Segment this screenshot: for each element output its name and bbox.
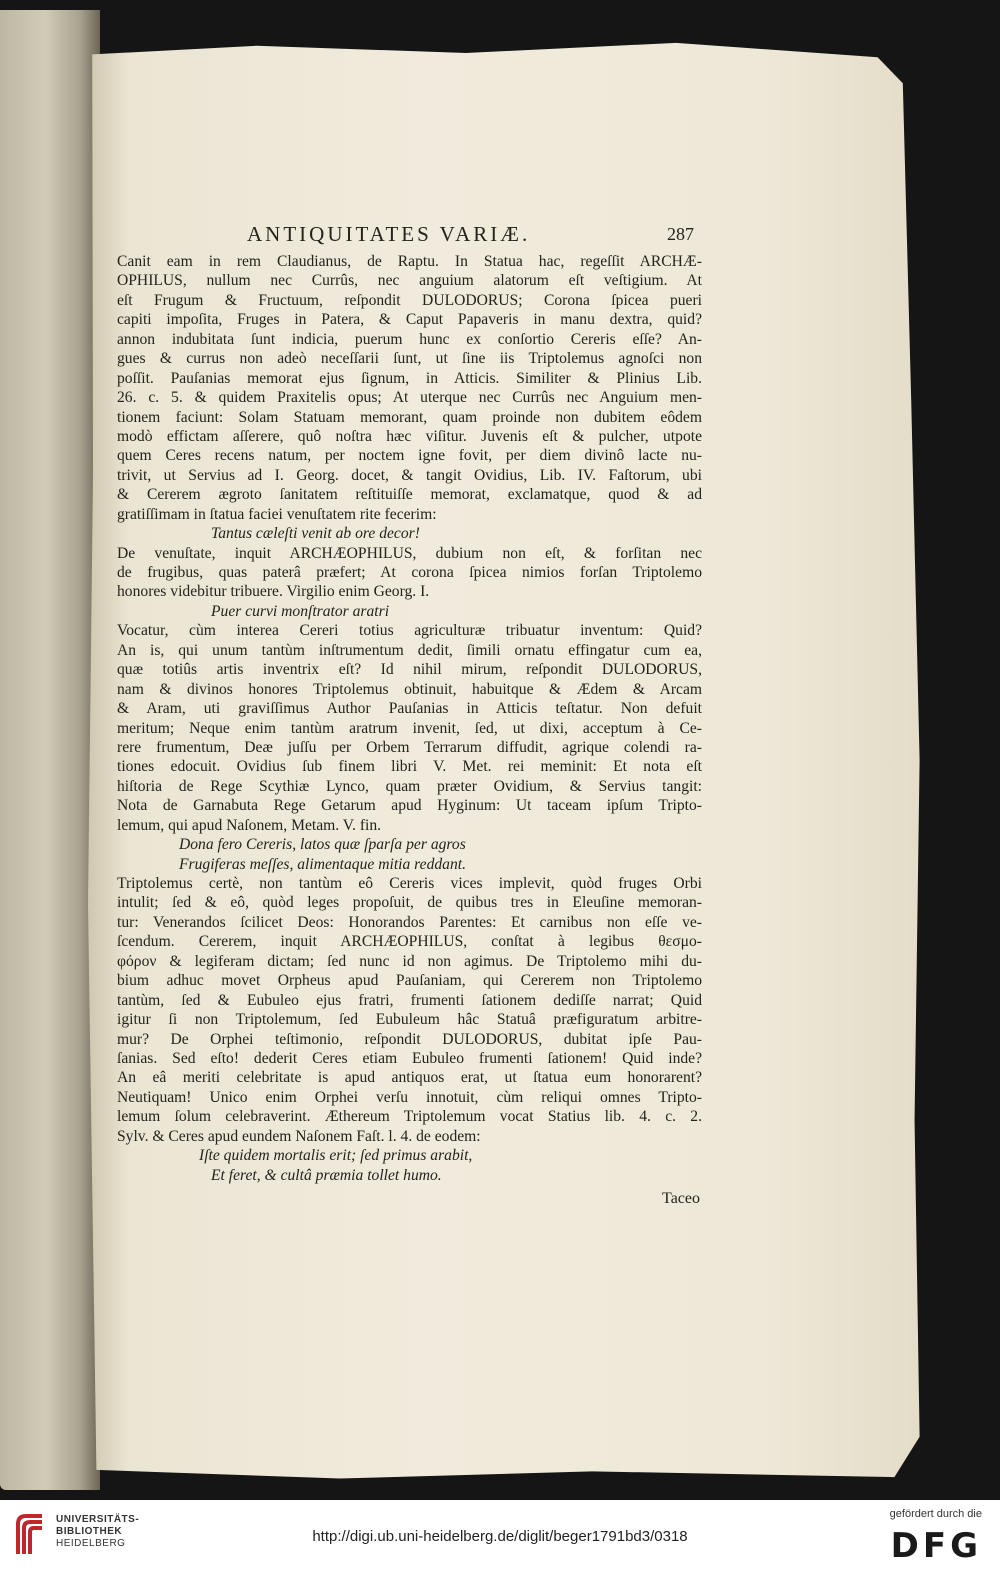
text-line: capiti impoſita, Fruges in Patera, & Caput Papaveris in manu dextra, quid?: [117, 311, 702, 329]
text-line: honores videbitur tribuere. Virgilio enim Georg. I.: [117, 583, 430, 601]
text-line: rere frumentum, Deæ juſſu per Orbem Terrarum diffudit, agrique colendi ra-: [117, 738, 702, 756]
text-line: Frugiferas meſſes, alimentaque mitia reddant.: [179, 855, 467, 873]
text-line: quem Ceres recens natum, per noctem igne fovit, per diem divinô lacte nu-: [117, 447, 702, 465]
university-name-line1: UNIVERSITÄTS-: [56, 1514, 140, 1525]
text-line: tur: Venerandos ſcilicet Deos: Honorandos Parentes: Et carnibus non eſſe ve-: [117, 913, 702, 931]
text-line: Et feret, & cultâ præmia tollet humo.: [211, 1166, 442, 1184]
text-line: Vocatur, cùm interea Cereri totius agriculturæ tribuatur inventum: Quid?: [117, 622, 702, 640]
text-line: Iſte quidem mortalis erit; ſed primus arabit,: [199, 1147, 473, 1165]
text-line: bium adhuc movet Orpheus apud Pauſaniam, qui Cererem non Triptolemo: [117, 972, 702, 990]
dfg-logo[interactable]: DFG: [890, 1526, 982, 1566]
text-line: quæ totiûs artis inventrix eſt? Id nihil mirum, reſpondit DULODORUS,: [117, 661, 702, 679]
text-line: Canit eam in rem Claudianus, de Raptu. In Statua hac, regeſſit ARCHÆ-: [117, 253, 702, 270]
text-line: intulit; ſed & eô, quòd leges propoſuit, de quibus tres in Eleuſine memoran-: [117, 894, 702, 912]
text-line: An eâ meriti celebritate is apud antiquos erat, ut ſtatua eum honorarent?: [117, 1069, 702, 1087]
text-line: tantùm, ſed & Eubuleo ejus fratri, frumenti ſationem dediſſe narrat; Quid: [117, 991, 702, 1009]
university-name-line3: HEIDELBERG: [56, 1538, 126, 1549]
text-line: De venuſtate, inquit ARCHÆOPHILUS, dubium non eſt, & forſitan nec: [117, 544, 702, 562]
text-line: trivit, ut Servius ad I. Georg. docet, & tangit Ovidius, Lib. IV. Faſtorum, ubi: [117, 466, 702, 484]
text-line: Triptolemus certè, non tantùm eô Cereris vices implevit, quòd fruges Orbi: [117, 875, 702, 892]
text-line: modò effictam aſſerere, quô noſtra hæc viſitur. Juvenis eſt & pulcher, utpote: [117, 427, 702, 445]
text-line: ſanias. Sed eſto! dederit Ceres etiam Eubuleo frumenti ſationem! Quid inde?: [117, 1049, 702, 1067]
text-line: igitur ſi non Triptolemum, ſed Eubuleum hâc Statuâ præfiguratum arbitre-: [117, 1011, 702, 1029]
running-head: [117, 222, 702, 250]
text-line: meritum; Neque enim tantùm aratrum invenit, ſed, ut dixi, acceptum à Ce-: [117, 719, 702, 737]
text-line: annon indubitata ſunt indicia, puerum hunc ex conſortio Cereris eſſe? An-: [117, 330, 702, 348]
text-line: eſt Frugum & Fructuum, reſpondit DULODORUS; Corona ſpicea pueri: [117, 291, 702, 309]
viewer-footer: [0, 1500, 1000, 1575]
text-line: hiſtoria de Rege Scythiæ Lynco, quam præter Ovidium, & Servius tangit:: [117, 777, 702, 795]
text-line: An is, qui unum tantùm inſtrumentum dedit, ſimili ornatu effingatur cum ea,: [117, 641, 702, 659]
text-line: de frugibus, quas paterâ præfert; At corona ſpicea nimios forſan Triptolemo: [117, 564, 702, 581]
text-line: gratiſſimam in ſtatua faciei venuſtatem rite fecerim:: [117, 505, 437, 523]
text-line: Puer curvi monſtrator aratri: [211, 602, 390, 620]
left-page-edge: [0, 10, 100, 1490]
text-line: lemum, qui apud Naſonem, Metam. V. fin.: [117, 816, 382, 834]
running-title: ANTIQUITATES VARIÆ.: [247, 222, 531, 246]
text-line: gues & currus non adeò neceſſarii ſunt, ut ſine iis Triptolemus agnoſci non: [117, 350, 702, 368]
text-line: Neutiquam! Unico enim Orphei verſu innotuit, cùm reliqui omnes Tripto-: [117, 1088, 702, 1106]
text-line: Tantus cæleſti venit ab ore decor!: [211, 525, 420, 543]
text-line: 26. c. 5. & quidem Praxitelis opus; At uterque nec Currûs nec Anguium men-: [117, 389, 702, 407]
text-line: mur? De Orphei teſtimonio, reſpondit DULODORUS, dubitat ipſe Pau-: [117, 1030, 702, 1048]
text-line: & Cererem ægroto ſanitatem reſtituiſſe memorat, exclamatque, quod & ad: [117, 486, 702, 504]
text-line: ſcendum. Cererem, inquit ARCHÆOPHILUS, conſtat à legibus θεσμο-: [117, 933, 702, 951]
university-name-line2: BIBLIOTHEK: [56, 1526, 123, 1537]
text-line: tionem faciunt: Solam Statuam memorant, quam proinde non dubitem eôdem: [117, 408, 702, 426]
text-line: OPHILUS, nullum nec Currûs, nec anguium alatorum eſt veſtigium. At: [117, 272, 702, 290]
text-line: tiones edocuit. Ovidius ſub finem libri V. Met. rei meminit: Et nota eſt: [117, 758, 702, 776]
text-line: & Aram, uti graviſſimus Author Pauſanias in Atticis teſtatur. Non defuit: [117, 700, 702, 718]
permalink-url[interactable]: http://digi.ub.uni-heidelberg.de/diglit/beger1791bd3/0318: [312, 1528, 688, 1545]
text-line: lemum ſolum celebraverint. Æthereum Triptolemum vocat Statius lib. 4. c. 2.: [117, 1108, 702, 1126]
text-line: Dona fero Cereris, latos quæ ſparſa per agros: [179, 836, 466, 854]
page-number: 287: [667, 224, 694, 244]
text-line: poſſit. Pauſanias memorat ejus ſignum, in Atticis. Similiter & Plinius Lib.: [117, 369, 702, 387]
page-text: [117, 222, 702, 1208]
text-line: Nota de Garnabuta Rege Getarum apud Hyginum: Ut taceam ipſum Tripto-: [117, 797, 702, 815]
text-line: φόρον & legiferam dictam; ſed nunc id non agimus. De Triptolemo mihi du-: [117, 952, 702, 970]
text-line: nam & divinos honores Triptolemus obtinuit, habuitque & Ædem & Arcam: [117, 680, 702, 698]
sponsor-label: gefördert durch die: [889, 1508, 982, 1520]
text-line: Sylv. & Ceres apud eundem Naſonem Faſt. l. 4. de eodem:: [117, 1127, 481, 1145]
text-lines: [117, 252, 702, 1185]
catchword: Taceo: [662, 1190, 700, 1207]
